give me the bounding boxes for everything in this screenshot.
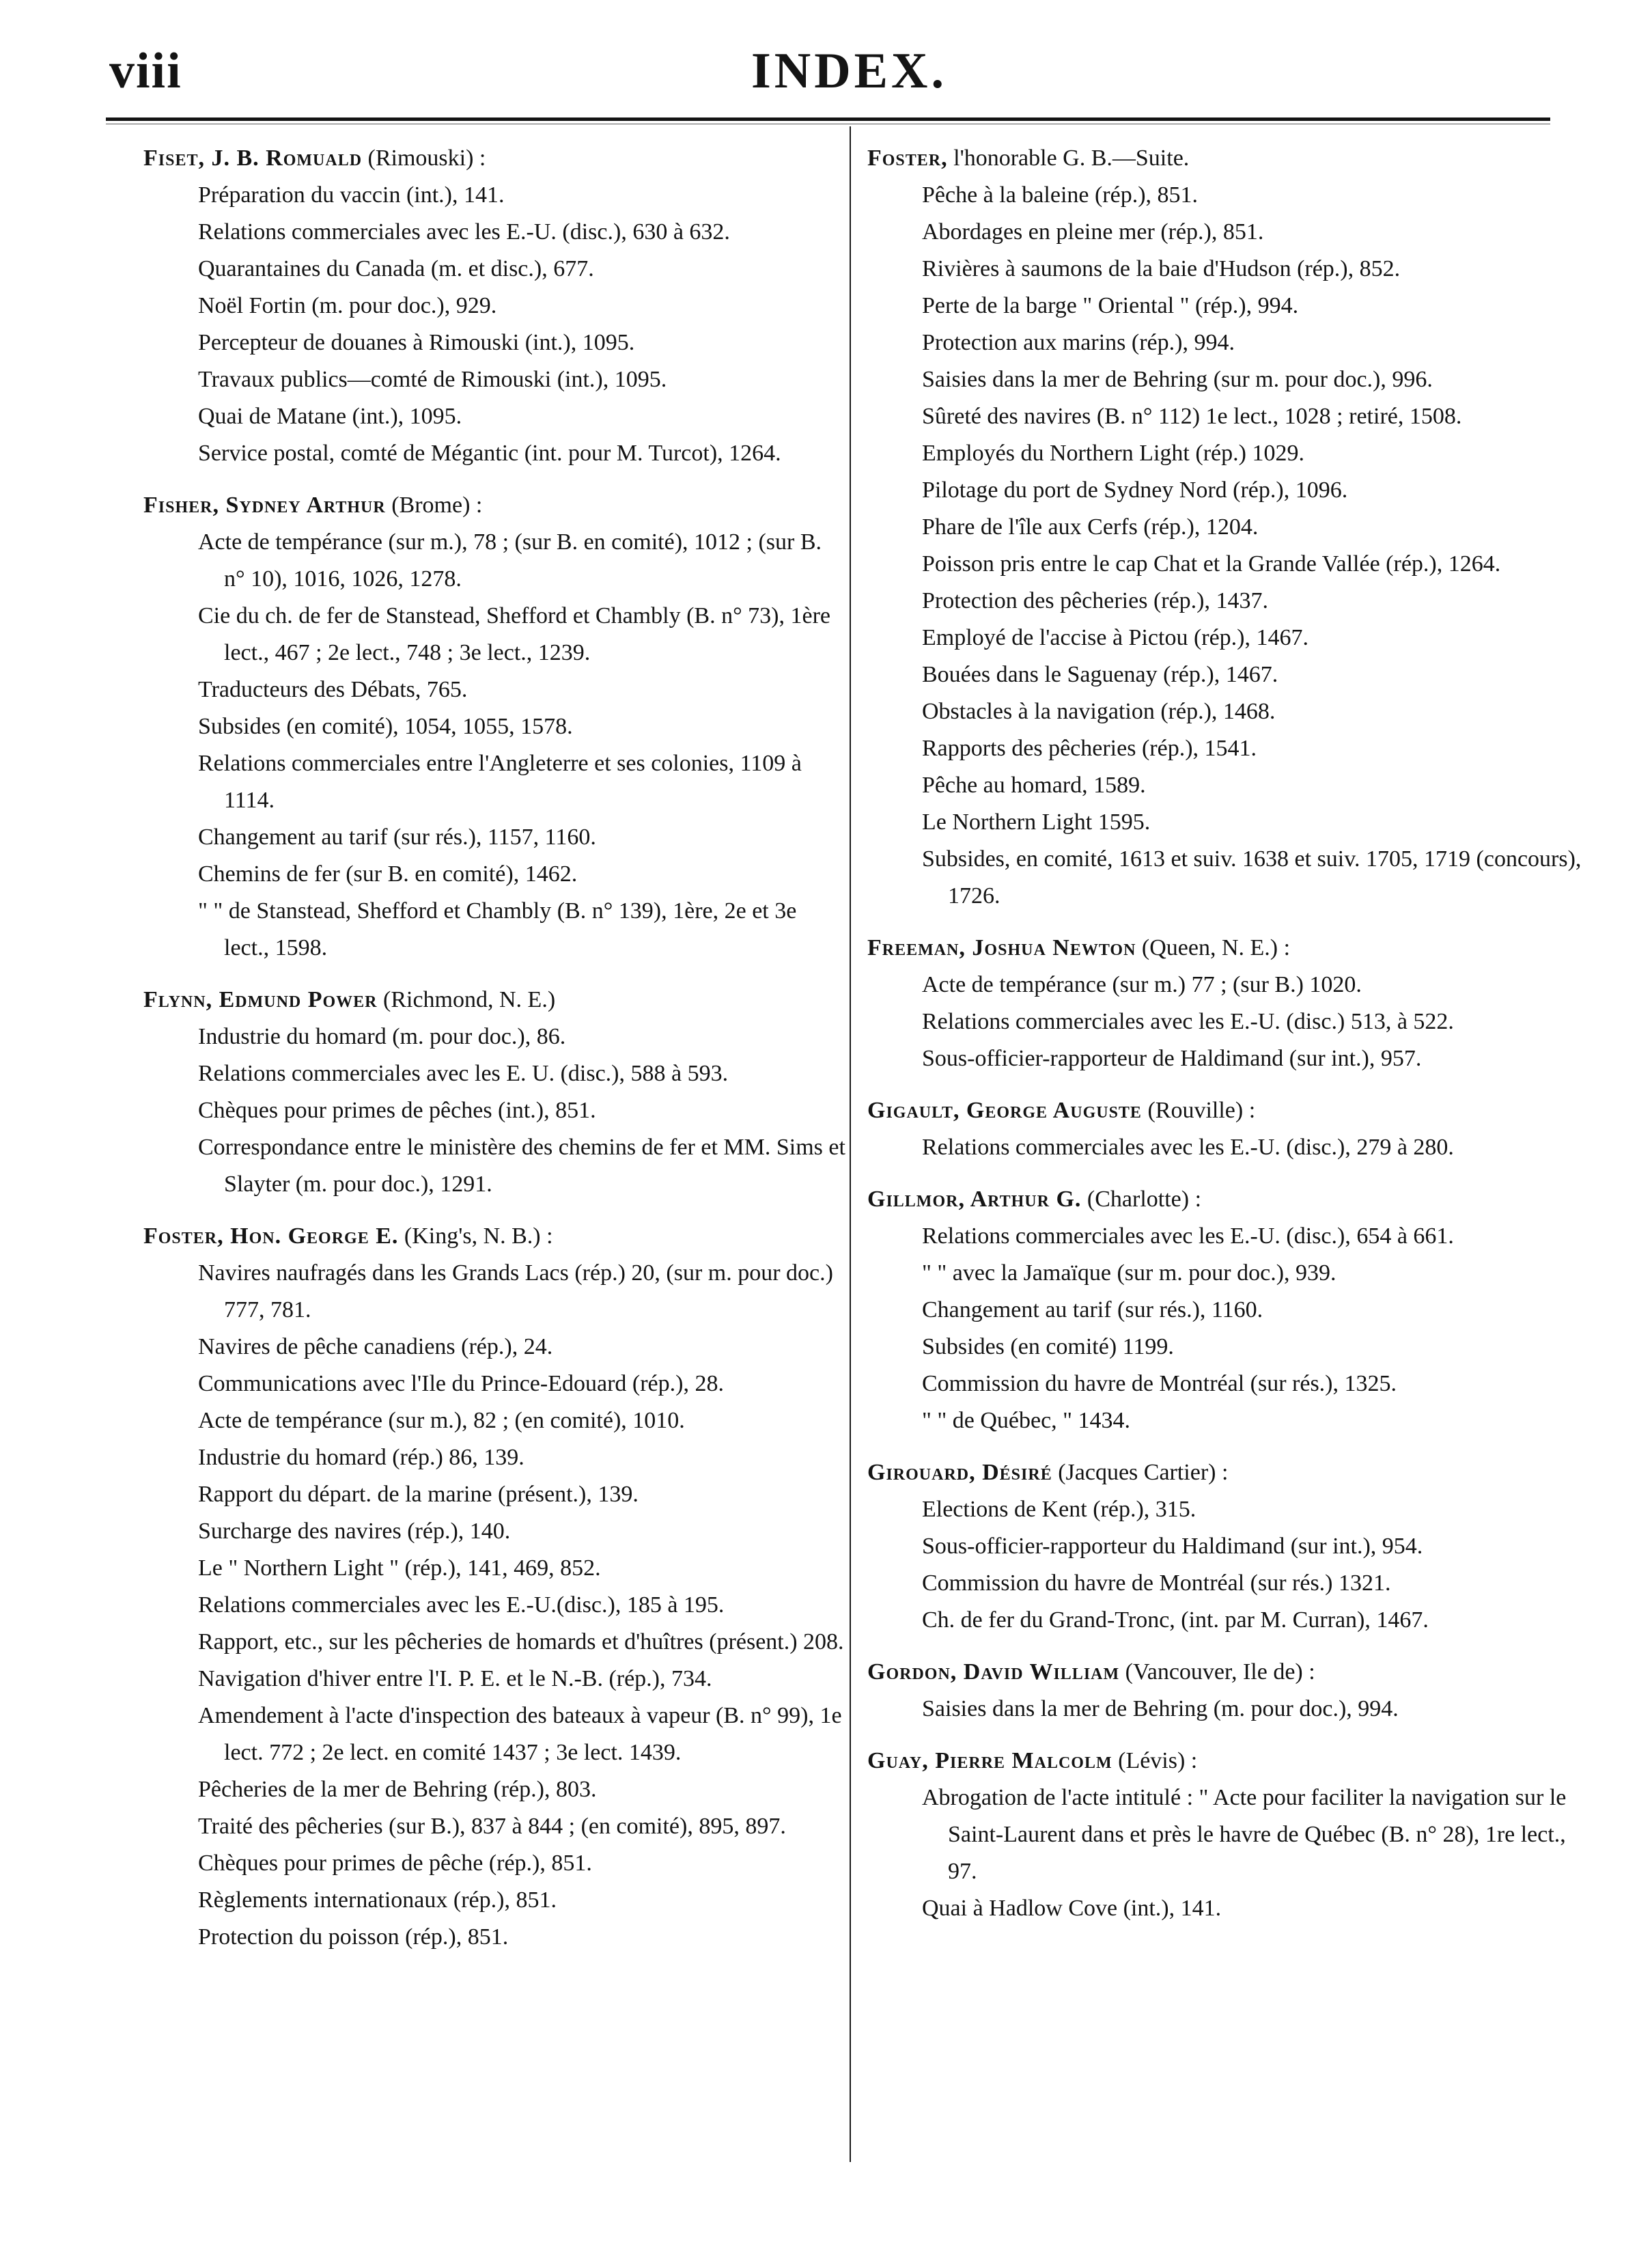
member-riding: (Rimouski) : bbox=[367, 146, 486, 171]
index-item: Relations commerciales avec les E.-U. (disc.), 630 à 632. bbox=[198, 219, 730, 245]
right-column bbox=[867, 140, 1591, 1942]
entry-heading bbox=[867, 1181, 1591, 1218]
index-item: Navigation d'hiver entre l'I. P. E. et le N.-B. (rép.), 734. bbox=[198, 1666, 712, 1691]
index-item: Commission du havre de Montréal (sur rés.), 1325. bbox=[922, 1371, 1397, 1396]
index-item: Traité des pêcheries (sur B.), 837 à 844 ; (en comité), 895, 897. bbox=[198, 1814, 786, 1839]
member-riding: (Jacques Cartier) : bbox=[1058, 1460, 1229, 1485]
member-name: Gillmor, Arthur G. bbox=[867, 1187, 1082, 1212]
index-item: Employé de l'accise à Pictou (rép.), 1467. bbox=[922, 625, 1308, 650]
member-name: Fiset, J. B. Romuald bbox=[143, 146, 363, 171]
entry-heading bbox=[867, 930, 1591, 967]
index-item: Acte de tempérance (sur m.), 78 ; (sur B. en comité), 1012 ; (sur B. n° 10), 1016, 1026, 1278. bbox=[198, 529, 822, 592]
member-name: Foster, Hon. George E. bbox=[143, 1223, 399, 1249]
entry-heading bbox=[867, 1743, 1591, 1779]
index-item: Protection aux marins (rép.), 994. bbox=[922, 330, 1235, 355]
index-item: Chemins de fer (sur B. en comité), 1462. bbox=[198, 861, 578, 887]
index-item: Chèques pour primes de pêche (rép.), 851. bbox=[198, 1851, 592, 1876]
index-entry bbox=[867, 1454, 1591, 1639]
index-item: Surcharge des navires (rép.), 140. bbox=[198, 1519, 511, 1544]
index-item: Rapport du départ. de la marine (présent.), 139. bbox=[198, 1482, 639, 1507]
index-item: Service postal, comté de Mégantic (int. pour M. Turcot), 1264. bbox=[198, 441, 781, 466]
index-item: Amendement à l'acte d'inspection des bateaux à vapeur (B. n° 99), 1e lect. 772 ; 2e lect. en comité 1437 ; 3e lect. 1439. bbox=[198, 1703, 842, 1765]
member-name: Flynn, Edmund Power bbox=[143, 987, 378, 1012]
member-name: Gigault, George Auguste bbox=[867, 1098, 1142, 1123]
index-item: Perte de la barge " Oriental " (rép.), 994. bbox=[922, 293, 1299, 318]
index-item: Cie du ch. de fer de Stanstead, Shefford et Chambly (B. n° 73), 1ère lect., 467 ; 2e lect., 748 ; 3e lect., 1239. bbox=[198, 603, 831, 665]
entry-heading bbox=[143, 140, 847, 177]
member-riding: (Richmond, N. E.) bbox=[383, 987, 556, 1012]
index-item: " " de Québec, " 1434. bbox=[922, 1408, 1131, 1433]
index-entry bbox=[143, 140, 847, 472]
member-riding: (Charlotte) : bbox=[1087, 1187, 1202, 1212]
index-item: Changement au tarif (sur rés.), 1157, 1160. bbox=[198, 825, 596, 850]
entry-heading bbox=[867, 1454, 1591, 1491]
index-item: Correspondance entre le ministère des chemins de fer et MM. Sims et Slayter (m. pour doc.), 1291. bbox=[198, 1135, 845, 1197]
member-name: Fisher, Sydney Arthur bbox=[143, 493, 386, 518]
index-item: Noël Fortin (m. pour doc.), 929. bbox=[198, 293, 497, 318]
entry-heading bbox=[867, 1092, 1591, 1129]
member-name: Guay, Pierre Malcolm bbox=[867, 1748, 1112, 1773]
index-item: Commission du havre de Montréal (sur rés.) 1321. bbox=[922, 1570, 1391, 1596]
entry-heading bbox=[143, 982, 847, 1019]
index-item: Industrie du homard (rép.) 86, 139. bbox=[198, 1445, 524, 1470]
index-item: Phare de l'île aux Cerfs (rép.), 1204. bbox=[922, 514, 1259, 540]
header-rule bbox=[106, 117, 1550, 121]
index-item: Changement au tarif (sur rés.), 1160. bbox=[922, 1297, 1263, 1322]
index-entry bbox=[143, 1218, 847, 1956]
member-riding: (Queen, N. E.) : bbox=[1141, 935, 1291, 960]
index-item: Abrogation de l'acte intitulé : " Acte pour faciliter la navigation sur le Saint-Laurent dans et près le havre de Québec (B. n° 28), 1re lect., 97. bbox=[922, 1785, 1567, 1884]
index-entry bbox=[143, 487, 847, 967]
index-item: Subsides (en comité) 1199. bbox=[922, 1334, 1174, 1359]
index-item: Rivières à saumons de la baie d'Hudson (rép.), 852. bbox=[922, 256, 1401, 281]
index-item: Rapport, etc., sur les pêcheries de homards et d'huîtres (présent.) 208. bbox=[198, 1629, 844, 1654]
entry-heading bbox=[867, 140, 1591, 177]
index-item: Relations commerciales avec les E.-U. (disc.), 279 à 280. bbox=[922, 1135, 1454, 1160]
column-divider bbox=[850, 126, 851, 2162]
index-item: Relations commerciales entre l'Angleterre et ses colonies, 1109 à 1114. bbox=[198, 751, 802, 813]
index-item: Relations commerciales avec les E.-U. (disc.) 513, à 522. bbox=[922, 1009, 1454, 1034]
index-item: Quarantaines du Canada (m. et disc.), 677. bbox=[198, 256, 594, 281]
index-item: Navires de pêche canadiens (rép.), 24. bbox=[198, 1334, 553, 1359]
member-riding: (Vancouver, Ile de) : bbox=[1125, 1659, 1315, 1685]
index-item: Relations commerciales avec les E. U. (disc.), 588 à 593. bbox=[198, 1061, 729, 1086]
index-item: Percepteur de douanes à Rimouski (int.), 1095. bbox=[198, 330, 635, 355]
index-entry bbox=[867, 930, 1591, 1077]
index-item: Protection des pêcheries (rép.), 1437. bbox=[922, 588, 1268, 613]
index-item: Communications avec l'Ile du Prince-Edouard (rép.), 28. bbox=[198, 1371, 724, 1396]
index-item: Saisies dans la mer de Behring (sur m. pour doc.), 996. bbox=[922, 367, 1433, 392]
left-column bbox=[143, 140, 847, 1971]
index-entry bbox=[867, 140, 1591, 915]
index-item: Protection du poisson (rép.), 851. bbox=[198, 1924, 509, 1950]
page-title: INDEX. bbox=[751, 43, 947, 99]
index-item: Pêche à la baleine (rép.), 851. bbox=[922, 182, 1199, 208]
index-item: Ch. de fer du Grand-Tronc, (int. par M. Curran), 1467. bbox=[922, 1607, 1429, 1633]
member-riding: (King's, N. B.) : bbox=[404, 1223, 553, 1249]
index-item: Saisies dans la mer de Behring (m. pour doc.), 994. bbox=[922, 1696, 1399, 1721]
index-item: Subsides, en comité, 1613 et suiv. 1638 et suiv. 1705, 1719 (concours), 1726. bbox=[922, 846, 1582, 909]
entry-heading bbox=[143, 487, 847, 524]
index-entry bbox=[143, 982, 847, 1203]
index-item: Employés du Northern Light (rép.) 1029. bbox=[922, 441, 1304, 466]
index-item: " " de Stanstead, Shefford et Chambly (B. n° 139), 1ère, 2e et 3e lect., 1598. bbox=[198, 898, 797, 960]
entry-heading bbox=[867, 1654, 1591, 1691]
index-item: Pêche au homard, 1589. bbox=[922, 773, 1146, 798]
member-name: Gordon, David William bbox=[867, 1659, 1120, 1685]
page-number: viii bbox=[109, 43, 182, 99]
index-item: Obstacles à la navigation (rép.), 1468. bbox=[922, 699, 1276, 724]
index-item: Le " Northern Light " (rép.), 141, 469, 852. bbox=[198, 1555, 601, 1581]
member-name: Freeman, Joshua Newton bbox=[867, 935, 1136, 960]
index-item: Travaux publics—comté de Rimouski (int.), 1095. bbox=[198, 367, 667, 392]
index-item: Sûreté des navires (B. n° 112) 1e lect., 1028 ; retiré, 1508. bbox=[922, 404, 1462, 429]
index-item: Abordages en pleine mer (rép.), 851. bbox=[922, 219, 1264, 245]
member-name: Girouard, Désiré bbox=[867, 1460, 1052, 1485]
member-riding: (Lévis) : bbox=[1118, 1748, 1198, 1773]
index-item: Rapports des pêcheries (rép.), 1541. bbox=[922, 736, 1257, 761]
index-item: Subsides (en comité), 1054, 1055, 1578. bbox=[198, 714, 573, 739]
index-item: Chèques pour primes de pêches (int.), 851. bbox=[198, 1098, 596, 1123]
index-entry bbox=[867, 1181, 1591, 1439]
index-item: Traducteurs des Débats, 765. bbox=[198, 677, 468, 702]
index-item: Préparation du vaccin (int.), 141. bbox=[198, 182, 505, 208]
index-item: Quai de Matane (int.), 1095. bbox=[198, 404, 462, 429]
index-item: Quai à Hadlow Cove (int.), 141. bbox=[922, 1896, 1222, 1921]
member-riding: (Brome) : bbox=[391, 493, 483, 518]
index-item: Navires naufragés dans les Grands Lacs (rép.) 20, (sur m. pour doc.) 777, 781. bbox=[198, 1260, 833, 1322]
index-item: Sous-officier-rapporteur de Haldimand (sur int.), 957. bbox=[922, 1046, 1422, 1071]
index-entry bbox=[867, 1092, 1591, 1166]
index-item: Relations commerciales avec les E.-U.(disc.), 185 à 195. bbox=[198, 1592, 725, 1618]
entry-heading bbox=[143, 1218, 847, 1255]
index-item: Bouées dans le Saguenay (rép.), 1467. bbox=[922, 662, 1278, 687]
index-item: Règlements internationaux (rép.), 851. bbox=[198, 1887, 557, 1913]
index-item: Elections de Kent (rép.), 315. bbox=[922, 1497, 1196, 1522]
index-entry bbox=[867, 1743, 1591, 1927]
member-riding: l'honorable G. B.—Suite. bbox=[953, 146, 1190, 171]
index-item: " " avec la Jamaïque (sur m. pour doc.), 939. bbox=[922, 1260, 1336, 1286]
index-item: Pêcheries de la mer de Behring (rép.), 803. bbox=[198, 1777, 597, 1802]
index-item: Acte de tempérance (sur m.), 82 ; (en comité), 1010. bbox=[198, 1408, 685, 1433]
index-item: Pilotage du port de Sydney Nord (rép.), 1096. bbox=[922, 477, 1348, 503]
index-item: Le Northern Light 1595. bbox=[922, 809, 1151, 835]
index-item: Poisson pris entre le cap Chat et la Grande Vallée (rép.), 1264. bbox=[922, 551, 1501, 577]
index-item: Acte de tempérance (sur m.) 77 ; (sur B.) 1020. bbox=[922, 972, 1362, 997]
index-item: Sous-officier-rapporteur du Haldimand (sur int.), 954. bbox=[922, 1534, 1423, 1559]
member-riding: (Rouville) : bbox=[1147, 1098, 1256, 1123]
index-item: Industrie du homard (m. pour doc.), 86. bbox=[198, 1024, 566, 1049]
index-item: Relations commerciales avec les E.-U. (disc.), 654 à 661. bbox=[922, 1223, 1454, 1249]
index-entry bbox=[867, 1654, 1591, 1728]
member-name: Foster, bbox=[867, 146, 948, 171]
